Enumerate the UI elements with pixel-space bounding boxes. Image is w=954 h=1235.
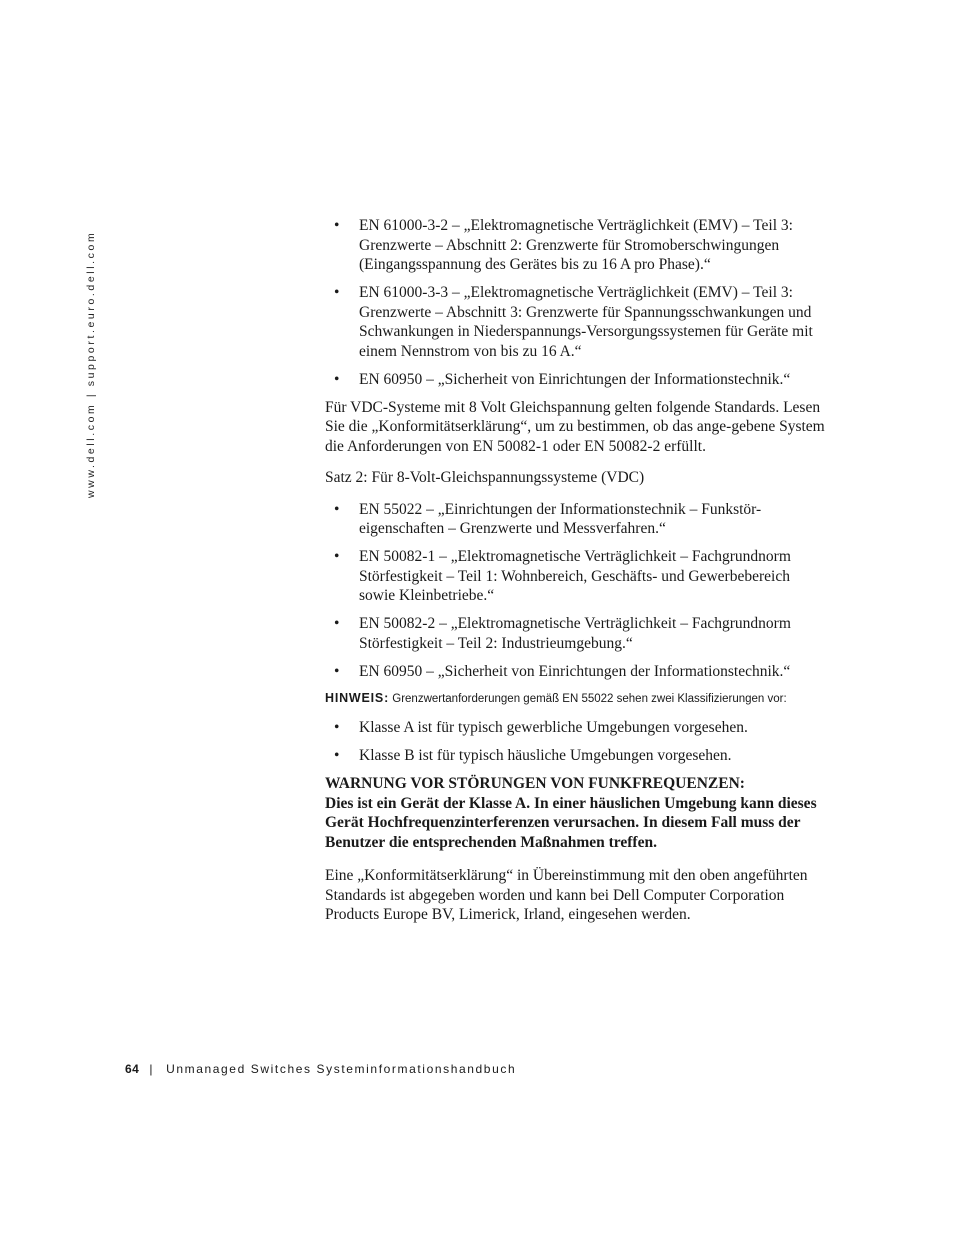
list-item — [325, 216, 825, 275]
bullet-icon: • — [334, 500, 340, 518]
bullet-icon: • — [334, 746, 340, 764]
page-footer — [125, 1062, 516, 1076]
list-item-text: EN 55022 – „Einrichtungen der Informationstechnik – Funkstör-eigenschaften – Grenzwerte und Messverfahren.“ — [359, 500, 762, 537]
note-text: Grenzwertanforderungen gemäß EN 55022 sehen zwei Klassifizierungen vor: — [392, 692, 787, 705]
footer-title: Unmanaged Switches Systeminformationshandbuch — [166, 1062, 517, 1076]
list-item — [325, 718, 825, 738]
list-item-text: EN 50082-2 – „Elektromagnetische Verträglichkeit – Fachgrundnorm Störfestigkeit – Teil 2: Industrieumgebung.“ — [359, 615, 791, 652]
warning-block — [325, 774, 825, 852]
list-item-text: EN 61000-3-2 – „Elektromagnetische Verträglichkeit (EMV) – Teil 3: Grenzwerte – Abschnitt 2: Grenzwerte für Stromoberschwingungen (Eingangsspannung des Gerätes bis zu 16 A pro Phase).“ — [359, 217, 793, 273]
footer-separator: | — [149, 1062, 155, 1076]
list-item — [325, 547, 825, 606]
bullet-icon: • — [334, 217, 340, 234]
list-item-text: EN 50082-1 – „Elektromagnetische Verträglichkeit – Fachgrundnorm Störfestigkeit – Teil 1: Wohnbereich, Geschäfts- und Gewerbebereich sowie Kleinbetriebe.“ — [359, 548, 791, 604]
list-item-text: EN 61000-3-3 – „Elektromagnetische Verträglichkeit (EMV) – Teil 3: Grenzwerte – Abschnitt 3: Grenzwerte für Spannungsschwankungen und Schwankungen in Niederspannungs-Versorgungssystemen für Geräte mit einem Nennstrom von bis zu 16 A.“ — [359, 284, 813, 360]
list-item — [325, 283, 825, 361]
list-item-text: EN 60950 – „Sicherheit von Einrichtungen der Informationstechnik.“ — [359, 662, 791, 680]
bullet-icon: • — [334, 662, 340, 680]
vdc-paragraph: Für VDC-Systeme mit 8 Volt Gleichspannung gelten folgende Standards. Lesen Sie die „Konformitätserklärung“, um zu bestimmen, ob das ange-gebene System die Anforderungen von EN 50082-1 oder EN 50082-2 erfüllt. — [325, 398, 825, 455]
bullet-icon: • — [334, 284, 340, 301]
satz2-heading: Satz 2: Für 8-Volt-Gleichspannungssysteme (VDC) — [325, 469, 645, 486]
list-item — [325, 662, 825, 682]
bullet-icon: • — [334, 370, 340, 388]
bullet-icon: • — [334, 615, 340, 632]
konformitaet-paragraph: Eine „Konformitätserklärung“ in Übereinstimmung mit den oben angeführten Standards ist abgegeben worden und kann bei Dell Computer Corporation Products Europe BV, Limerick, Irland, eingesehen werden. — [325, 867, 808, 923]
list-item-text: Klasse B ist für typisch häusliche Umgebungen vorgesehen. — [359, 746, 732, 764]
list-item-text: Klasse A ist für typisch gewerbliche Umgebungen vorgesehen. — [359, 718, 748, 736]
page-number: 64 — [125, 1062, 140, 1076]
main-content — [325, 216, 825, 937]
list-item — [325, 500, 825, 539]
standards-list-2 — [325, 500, 825, 682]
standards-list-1 — [325, 216, 825, 389]
bullet-icon: • — [334, 548, 340, 565]
warning-title: WARNUNG VOR STÖRUNGEN VON FUNKFREQUENZEN: — [325, 775, 745, 792]
warning-text: Dies ist ein Gerät der Klasse A. In einer häuslichen Umgebung kann dieses Gerät Hochfrequenzinterferenzen verursachen. In diesem Fall muss der Benutzer die entsprechenden Maßnahmen treffen. — [325, 794, 817, 851]
list-item — [325, 370, 825, 390]
sidebar-url: www.dell.com | support.euro.dell.com — [85, 230, 97, 498]
list-item — [325, 614, 825, 653]
list-item-text: EN 60950 – „Sicherheit von Einrichtungen der Informationstechnik.“ — [359, 370, 791, 388]
note-block — [325, 690, 825, 708]
list-item — [325, 746, 825, 766]
class-list — [325, 718, 825, 766]
bullet-icon: • — [334, 718, 340, 736]
note-label: HINWEIS: — [325, 690, 390, 705]
